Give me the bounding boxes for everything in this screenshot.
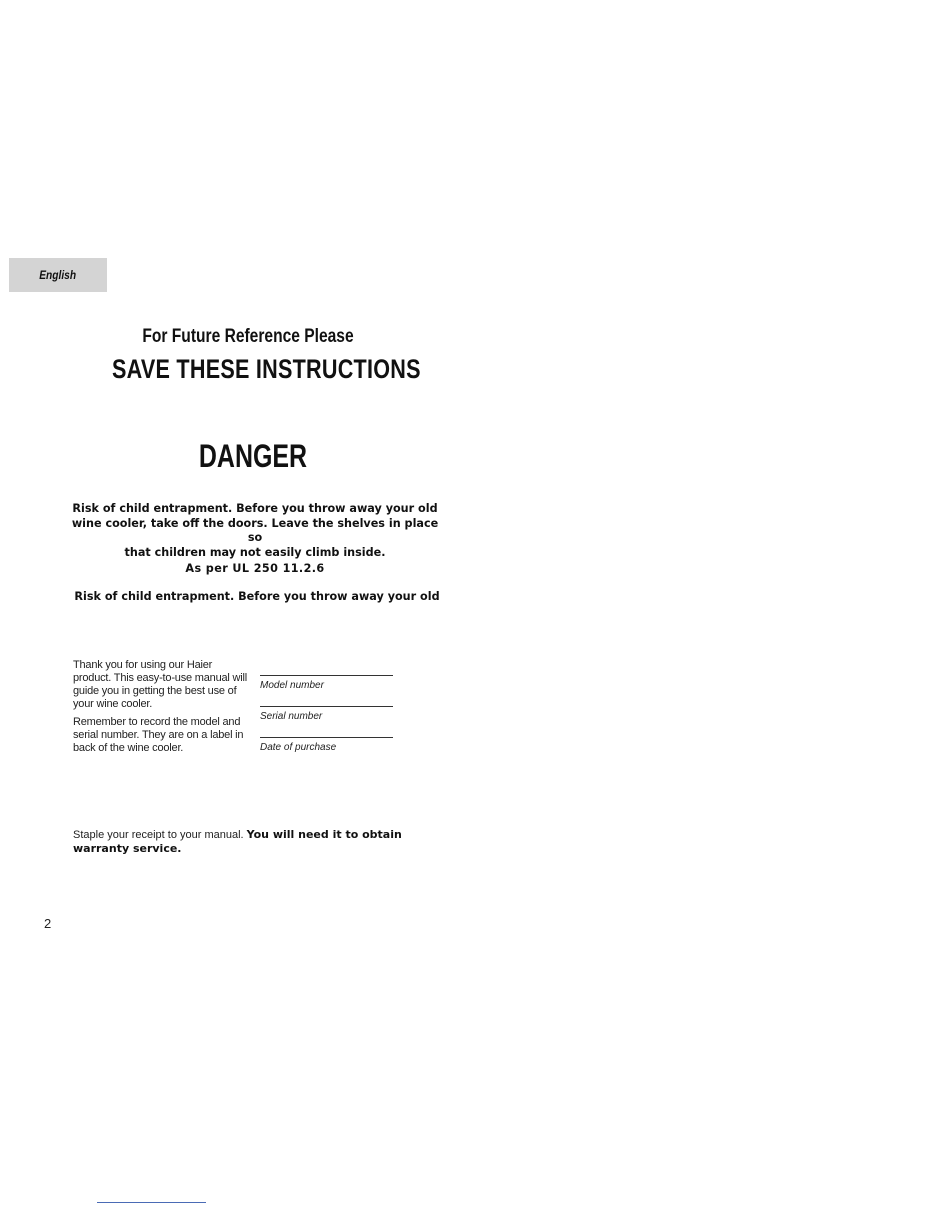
danger-title: DANGER xyxy=(198,438,308,474)
warning-line-3: that children may not easily climb inside. xyxy=(124,545,386,559)
future-reference-heading: For Future Reference Please xyxy=(142,326,354,347)
model-number-label: Model number xyxy=(260,680,324,691)
date-of-purchase-label: Date of purchase xyxy=(260,742,337,753)
warning-line-1: Risk of child entrapment. Before you throw away your old xyxy=(72,502,438,515)
save-instructions-heading: SAVE THESE INSTRUCTIONS xyxy=(112,354,421,384)
page-number: 2 xyxy=(44,916,52,931)
serial-number-label: Serial number xyxy=(260,711,323,722)
staple-note-plain: Staple your receipt to your manual. xyxy=(73,829,247,841)
model-number-field[interactable] xyxy=(260,675,393,691)
date-of-purchase-field[interactable] xyxy=(260,737,393,753)
intro-text xyxy=(73,659,253,760)
date-of-purchase-line xyxy=(260,737,393,738)
serial-number-field[interactable] xyxy=(260,706,393,722)
footer-divider xyxy=(97,1202,206,1203)
model-number-line xyxy=(260,675,393,676)
staple-receipt-note xyxy=(73,828,413,856)
serial-number-line xyxy=(260,706,393,707)
language-tab-label: English xyxy=(39,268,77,282)
repeat-warning-line: Risk of child entrapment. Before you throw away your old xyxy=(74,590,440,603)
language-tab xyxy=(9,258,107,292)
intro-paragraph-record: Remember to record the model and serial number. They are on a label in back of the wine cooler. xyxy=(73,716,244,754)
ul-standard-reference: As per UL 250 11.2.6 xyxy=(185,562,325,575)
warning-line-2: wine cooler, take off the doors. Leave the shelves in place so xyxy=(71,516,439,544)
intro-paragraph-thanks: Thank you for using our Haier product. This easy-to-use manual will guide you in getting the best use of your wine cooler. xyxy=(73,659,247,710)
danger-warning-text xyxy=(70,502,440,577)
staple-note-bold: You will need it to obtain warranty service. xyxy=(73,828,402,855)
